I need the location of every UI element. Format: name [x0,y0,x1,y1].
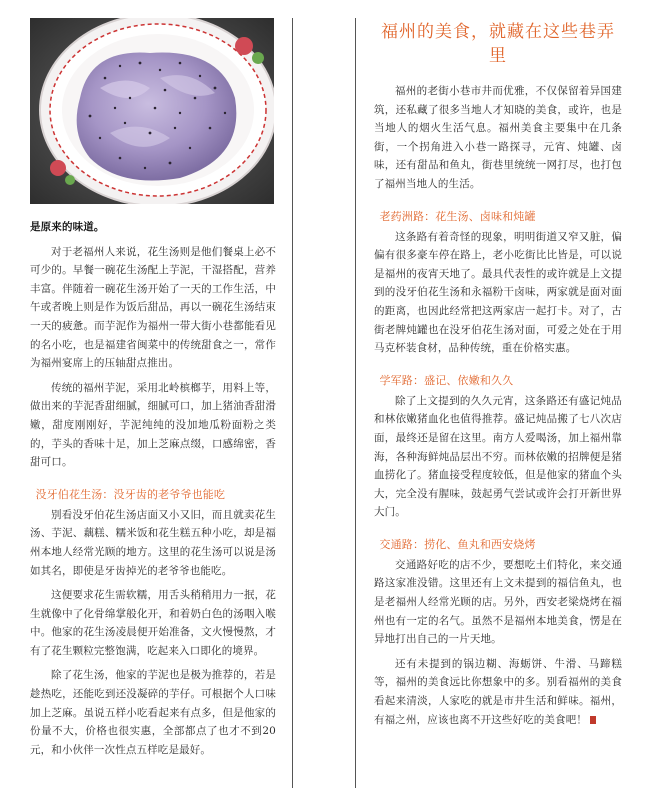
end-mark-icon [590,716,596,724]
section-title-laoyaozhou: 老药洲路：花生汤、卤味和炖罐 [379,209,536,223]
paragraph: 这条路有着奇怪的现象，明明街道又窄又脏，偏偏有很多豪车停在路上，老小吃街比比皆是，可以说是福州的夜宵天地了。最具代表性的或许就是上文提到的没牙伯花生汤和永福粉干卤味，两家就是面对面的距离，也因此经常把这两家店一起打卡。对了，古街老牌炖罐也在没牙伯花生汤对面，可爱之处在于用马克杯装食材，品种传统，重在价格实惠。 [374,230,622,355]
intro-paragraph: 福州的老街小巷市井而优雅，不仅保留着异国建筑，还私藏了很多当地人才知晓的美食，或许，也是当地人的烟火生活气息。福州美食主要集中在几条街，一个拐角进入小巷一路探寻，元宵、炖罐、卤味，还有甜品和鱼丸，街巷里统统一网打尽，也打包了福州当地人的生活。 [374,85,622,190]
section-title-jiaotong: 交通路：捞化、鱼丸和西安烧烤 [379,537,536,551]
bowl-illustration [30,18,274,204]
paragraph: 这便要求花生需软糯，用舌头稍稍用力一抿，花生就像中了化骨绵掌般化开，和着奶白色的汤咽入喉中。他家的花生汤凌晨便开始准备，文火慢慢熬，才有了花生颗粒完整饱满，吃起来入口即化的境界。 [30,589,276,657]
lead-line: 是原来的味道。 [30,221,105,233]
paragraph: 传统的福州芋泥，采用北岭槟榔芋，用料上等，做出来的芋泥香甜细腻，细腻可口，加上猪油香甜滑嫩，甜度刚刚好，芋泥纯纯的没加地瓜粉面粉之类的，芋头的香味十足，加上芝麻点缀，口感绵密，香甜可口。 [30,381,276,469]
paragraph: 别看没牙伯花生汤店面又小又旧，而且就卖花生汤、芋泥、藕糕、糯米饭和花生糕五种小吃，却是福州本地人经常光顾的地方。这里的花生汤可以说是汤如其名，即使是牙齿掉光的老爷爷也能吃。 [30,508,276,577]
section-title-meiyabo: 没牙伯花生汤：没牙齿的老爷爷也能吃 [35,487,226,501]
article-title: 福州的美食，就藏在这些巷弄里 [381,22,615,66]
column-divider-left [292,18,293,788]
section-title-xuejun: 学军路：盛记、依嫩和久久 [379,373,514,387]
paragraph: 交通路好吃的店不少，要想吃土们特化，来交通路这家准没错。这里还有上文未提到的福信鱼丸，也是老福州人经常光顾的店。另外，西安老梁烧烤在福州也有一定的名气。虽然不是福州本地美食，愣是在异地打出自己的一片天地。 [374,558,622,646]
column-divider-right [355,18,356,788]
paragraph: 对于老福州人来说，花生汤则是他们餐桌上必不可少的。早餐一碗花生汤配上芋泥，干湿搭配，营养丰富。伴随着一碗花生汤开始了一天的工作生活，中午或者晚上则是作为饭后甜品，再以一碗花生汤结束一天的疲惫。而芋泥作为福州一带大街小巷都能看见的名小吃，也是福建省闽菜中的传统甜食之一，常作为福州宴席上的压轴甜点推出。 [30,245,276,370]
closing-paragraph [374,655,622,729]
paragraph: 除了花生汤，他家的芋泥也是极为推荐的，若是趁热吃，还能吃到还没凝碎的芋仔。可根据个人口味加上芝麻。虽说五样小吃看起来有点多，但是他家的份量不大，价格也很实惠，全部都点了也才不到20元，和小伙伴一次性点五样吃是最好。 [30,669,276,756]
right-column [374,18,622,735]
left-column [30,218,276,765]
closing-text: 还有未提到的锅边糊、海蛎饼、牛滑、马蹄糕等，福州的美食远比你想象中的多。别看福州的美食看起来清淡，人家吃的就是市井生活和鲜味。福州，有福之州，应该也离不开这些好吃的美食吧！ [374,657,622,726]
taro-paste-bowl-photo [30,18,274,204]
paragraph: 除了上文提到的久久元宵，这条路还有盛记炖品和林依嫩猪血化也值得推荐。盛记炖品搬了七八次店面，最终还是留在这里。南方人爱喝汤，加上福州靠海，各种海鲜炖品层出不穷。而林依嫩的招牌便是猪血捞化了。猪血接受程度较低，但是他家的猪血个头大，完全没有腥味，鼓起勇气尝试或许会打开新世界大门。 [374,394,622,519]
